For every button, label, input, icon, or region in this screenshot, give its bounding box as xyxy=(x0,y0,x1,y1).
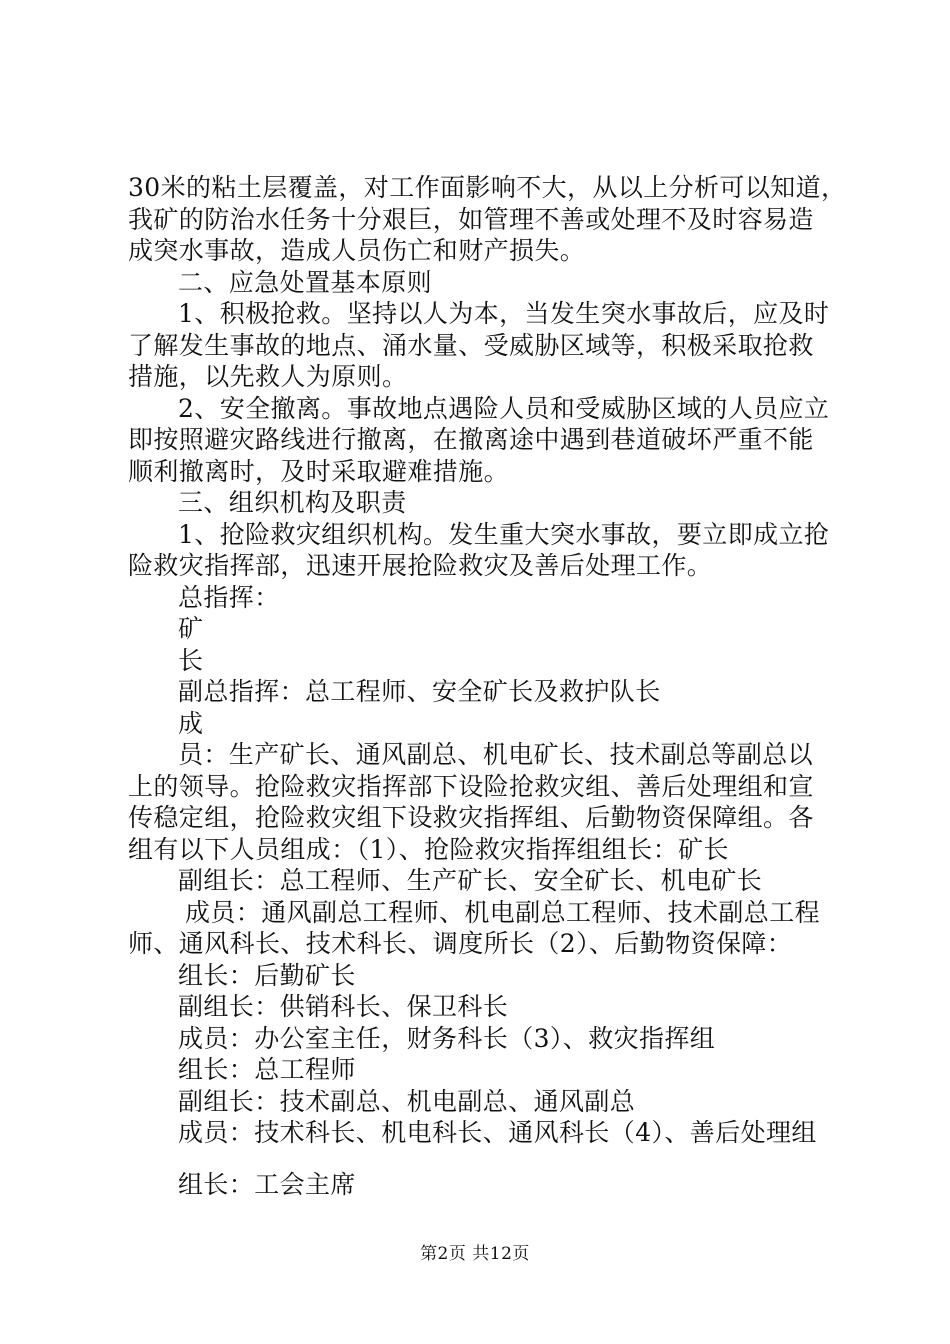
text-line: 组有以下人员组成：（1）、抢险救灾指挥组组长：矿长 xyxy=(128,834,729,864)
text-line: 我矿的防治水任务十分艰巨，如管理不善或处理不及时容易造 xyxy=(128,204,814,234)
blank-gap xyxy=(128,1149,838,1169)
text-line: 1、积极抢救。坚持以人为本，当发生突水事故后，应及时 xyxy=(178,299,830,328)
text-line: 了解发生事故的地点、涌水量、受威胁区域等，积极采取抢救 xyxy=(128,330,814,360)
text-line: 成员：办公室主任，财务科长（3）、救灾指挥组 xyxy=(178,1023,716,1053)
text-line: 组长：总工程师 xyxy=(178,1055,356,1084)
text-line: 顺利撤离时，及时采取避难措施。 xyxy=(128,456,510,486)
text-line: 师、通风科长、技术科长、调度所长（2）、后勤物资保障： xyxy=(128,929,793,958)
text-line: 副组长：供销科长、保卫科长 xyxy=(178,992,509,1021)
text-line: 员：生产矿长、通风副总、机电矿长、技术副总等副总以 xyxy=(178,740,814,769)
text-line: 组长：工会主席 xyxy=(178,1169,356,1199)
text-line: 即按照避灾路线进行撤离，在撤离途中遇到巷道破坏严重不能 xyxy=(128,425,814,454)
text-line: 成突水事故，造成人员伤亡和财产损失。 xyxy=(128,236,586,265)
text-line: 副组长：技术副总、机电副总、通风副总 xyxy=(178,1086,636,1116)
text-line: 总指挥： xyxy=(178,582,280,612)
text-line: 传稳定组，抢险救灾组下设救灾指挥组、后勤物资保障组。各 xyxy=(128,803,814,832)
text-line: 组长：后勤矿长 xyxy=(178,960,356,990)
page-number-footer: 第2页 共12页 xyxy=(420,1244,530,1264)
section-heading: 三、组织机构及职责 xyxy=(178,488,407,517)
text-line: 副组长：总工程师、生产矿长、安全矿长、机电矿长 xyxy=(178,866,763,895)
text-line: 30米的粘土层覆盖，对工作面影响不大，从以上分析可以知道， xyxy=(128,173,847,202)
text-line: 成员：技术科长、机电科长、通风科长（4）、善后处理组 xyxy=(178,1118,817,1147)
text-line: 措施，以先救人为原则。 xyxy=(128,362,408,391)
text-line: 长 xyxy=(178,645,204,675)
document-body xyxy=(128,172,847,1200)
text-line: 上的领导。抢险救灾指挥部下设险抢救灾组、善后处理组和宣 xyxy=(128,771,814,801)
text-line: 副总指挥：总工程师、安全矿长及救护队长 xyxy=(178,677,661,706)
text-line: 成 xyxy=(178,708,204,738)
text-line: 2、安全撤离。事故地点遇险人员和受威胁区域的人员应立 xyxy=(178,393,830,423)
text-line: 险救灾指挥部，迅速开展抢险救灾及善后处理工作。 xyxy=(128,551,713,580)
section-heading: 二、应急处置基本原则 xyxy=(178,267,433,297)
text-line: 成员：通风副总工程师、机电副总工程师、技术副总工程 xyxy=(185,897,821,927)
text-line: 矿 xyxy=(178,614,204,643)
text-line: 1、抢险救灾组织机构。发生重大突水事故，要立即成立抢 xyxy=(178,519,830,549)
